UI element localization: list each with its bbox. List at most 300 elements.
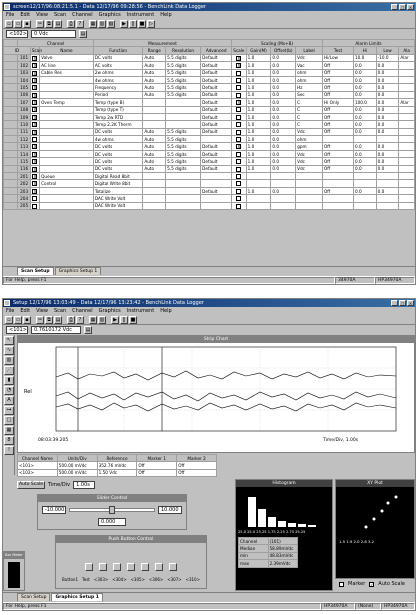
cell-res[interactable]: 5.5 digits [166,136,201,143]
scale-checkbox[interactable] [236,167,241,172]
cell-adv[interactable]: Default [201,158,232,165]
scale-checkbox-cell[interactable] [232,106,246,113]
cell-low[interactable]: 0.0 [376,158,399,165]
maximize-button[interactable]: □ [400,301,405,306]
cell-res[interactable]: 5.5 digits [166,69,201,76]
row-selector[interactable] [4,187,18,194]
menu-edit[interactable]: Edit [20,308,31,314]
cell-range[interactable] [143,187,166,194]
cell-test[interactable]: Off [323,84,354,91]
scale-checkbox[interactable] [236,204,241,209]
cell-ala[interactable] [399,121,415,128]
row-selector[interactable] [4,136,18,143]
cell-range[interactable] [143,195,166,202]
row-selector[interactable] [4,54,18,61]
channel-id[interactable]: 104 [18,76,30,83]
row-selector[interactable] [4,106,18,113]
cell-range[interactable]: Auto [143,91,166,98]
cell-ala[interactable] [399,136,415,143]
cell-low[interactable]: 0.0 [376,143,399,150]
cell-ala[interactable] [399,180,415,187]
cell-test[interactable]: Off [323,91,354,98]
cell-off[interactable]: 0.0 [271,69,296,76]
channel-id[interactable]: 203 [18,187,30,194]
cell-off[interactable]: 0.0 [271,128,296,135]
pause-icon[interactable]: ‖ [120,316,128,324]
cell-res[interactable]: 5.5 digits [166,91,201,98]
cell-label[interactable]: gpm [296,143,323,150]
scale-checkbox[interactable] [236,107,241,112]
scan-checkbox-cell[interactable] [30,165,39,172]
push-button-6[interactable] [155,563,163,571]
cell-name[interactable]: AC line [40,62,94,69]
cell-ala[interactable] [399,195,415,202]
new-icon[interactable]: ▫ [5,20,13,28]
cell-res[interactable] [166,113,201,120]
cell-name[interactable]: Valve [40,54,94,61]
scan-checkbox[interactable]: X [33,129,37,135]
column-header[interactable]: Advanced [201,47,232,54]
scan-checkbox[interactable]: X [33,144,37,150]
cell-range[interactable] [143,99,166,106]
cell-func[interactable]: Temp (type T) [93,106,143,113]
cell-adv[interactable]: Default [201,121,232,128]
cell-gain[interactable]: 1.0 [246,113,271,120]
cell-value[interactable]: 0 Vdc [31,30,76,38]
cut-icon[interactable]: ✂ [37,317,43,323]
legend-cell[interactable]: Off [137,462,177,469]
cell-low[interactable] [376,173,399,180]
cell-name[interactable] [40,195,94,202]
cell-label[interactable]: ohm [296,76,323,83]
tab-graphics-setup[interactable]: Graphics Setup 1 [55,267,102,275]
scan-checkbox-cell[interactable] [30,84,39,91]
cell-func[interactable]: 4w ohms [93,136,143,143]
cell-label[interactable]: Vdc [296,158,323,165]
cell-res[interactable]: 5.5 digits [166,165,201,172]
cell-test[interactable]: Off [323,158,354,165]
legend-cell[interactable]: Off [137,469,177,476]
column-header[interactable]: Range [143,47,166,54]
table-icon[interactable]: ▦ [90,21,96,27]
cell-adv[interactable] [201,173,232,180]
row-selector[interactable] [4,165,18,172]
scale-checkbox-cell[interactable] [232,69,246,76]
marker-checkbox[interactable] [339,582,344,587]
cell-label[interactable] [296,180,323,187]
cell-low[interactable]: 0.0 [376,62,399,69]
cell-range[interactable] [143,121,166,128]
cell-test[interactable]: Hi Only [323,99,354,106]
cell-res[interactable] [166,180,201,187]
channel-id[interactable]: 105 [18,84,30,91]
cell-test[interactable]: Off [323,121,354,128]
scan-checkbox[interactable]: X [33,100,37,106]
cell-res[interactable] [166,195,201,202]
cell-gain[interactable]: 1.0 [246,143,271,150]
cell-off[interactable]: 0.0 [271,99,296,106]
cell-gain[interactable]: 1.0 [246,165,271,172]
legend-cell[interactable]: Off [177,469,217,476]
scale-checkbox-cell[interactable] [232,91,246,98]
row-selector[interactable] [4,158,18,165]
scale-checkbox-cell[interactable] [232,195,246,202]
pause-icon[interactable]: ‖ [129,20,137,28]
menu-channel[interactable]: Channel [72,308,93,314]
legend-cell[interactable]: Off [177,462,217,469]
cell-label[interactable] [296,195,323,202]
channel-id[interactable]: 106 [18,91,30,98]
cell-gain[interactable]: 1.0 [246,84,271,91]
cell-ala[interactable] [399,165,415,172]
cell-hi[interactable]: 0.0 [353,158,376,165]
cell-ala[interactable] [399,202,415,209]
cell-range[interactable]: Auto [143,54,166,61]
paste-icon[interactable]: ▤ [55,21,61,27]
column-header[interactable]: Resolution [166,47,201,54]
cell-adv[interactable]: Default [201,99,232,106]
menu-file[interactable]: File [6,308,15,314]
cell-off[interactable]: 0.0 [271,165,296,172]
scan-checkbox-cell[interactable] [30,62,39,69]
cell-off[interactable]: 0.0 [271,54,296,61]
cell-adv[interactable]: Default [201,106,232,113]
row-selector[interactable] [4,128,18,135]
cell-range[interactable] [143,202,166,209]
copy-icon[interactable]: ⧉ [45,316,53,324]
scan-checkbox[interactable]: X [33,63,37,69]
cell-adv[interactable]: Default [201,69,232,76]
menu-channel[interactable]: Channel [72,12,93,18]
maximize-button[interactable]: □ [400,5,405,10]
autoscale-checkbox[interactable]: ✓ [370,581,374,587]
cell-func[interactable]: Temp 2w RTD [93,113,143,120]
cell-range[interactable] [143,173,166,180]
slider-value[interactable]: 0.000 [98,518,126,526]
scan-checkbox[interactable]: X [33,114,37,120]
scan-checkbox-cell[interactable] [30,150,39,157]
channel-id[interactable]: 110 [18,121,30,128]
legend-cell[interactable]: <102> [18,469,58,476]
xy-plot-icon[interactable]: ⋰ [4,366,14,375]
scan-checkbox[interactable]: X [33,151,37,157]
legend-cell[interactable]: 500.00 mVdc [57,462,97,469]
cell-hi[interactable]: 0.0 [353,113,376,120]
cell-label[interactable]: C [296,106,323,113]
cell-name[interactable] [40,165,94,172]
cell-test[interactable]: Off [323,150,354,157]
cell-func[interactable]: Digital Write 8bit [93,180,143,187]
menu-help[interactable]: Help [160,308,172,314]
scan-checkbox-cell[interactable] [30,113,39,120]
cell-res[interactable] [166,187,201,194]
scale-checkbox-cell[interactable] [232,76,246,83]
cell-test[interactable] [323,180,354,187]
cell-ala[interactable] [399,91,415,98]
cell-ala[interactable] [399,128,415,135]
cell-label[interactable]: Vdc [296,54,323,61]
cell-label[interactable]: Vdc [296,165,323,172]
scan-checkbox-cell[interactable] [30,76,39,83]
scan-checkbox[interactable]: X [33,92,37,98]
scale-checkbox[interactable] [236,122,241,127]
scan-checkbox[interactable] [32,196,37,201]
menu-edit[interactable]: Edit [20,12,31,18]
print-icon[interactable]: ⎙ [68,317,73,323]
cell-ala[interactable] [399,76,415,83]
cell-res[interactable] [166,173,201,180]
cell-func[interactable]: DC volts [93,150,143,157]
cell-low[interactable]: 0.0 [376,187,399,194]
scale-checkbox-cell[interactable] [232,158,246,165]
cell-hi[interactable]: 0.0 [353,150,376,157]
cell-hi[interactable] [353,136,376,143]
scan-checkbox-cell[interactable] [30,91,39,98]
scale-checkbox-cell[interactable] [232,113,246,120]
scale-checkbox-cell[interactable] [232,121,246,128]
cell-label[interactable]: Sec [296,91,323,98]
channel-id[interactable]: 116 [18,165,30,172]
cell-name[interactable] [40,136,94,143]
text-icon[interactable]: A [4,396,14,405]
copy-icon[interactable]: ⧉ [45,20,53,28]
scan-checkbox-cell[interactable] [30,69,39,76]
step-icon[interactable]: ▷ [147,20,155,28]
scan-checkbox[interactable] [32,204,37,209]
xy-plot-panel[interactable] [335,479,415,579]
scan-checkbox-cell[interactable] [30,121,39,128]
menu-scan[interactable]: Scan [53,308,67,314]
cell-ala[interactable] [399,84,415,91]
digital-icon[interactable]: 8 [4,436,14,445]
channel-id[interactable]: 109 [18,113,30,120]
cell-test[interactable]: Off [323,128,354,135]
cell-name[interactable] [40,143,94,150]
cell-name[interactable]: Queue [40,173,94,180]
cell-low[interactable]: 0.0 [376,91,399,98]
scale-checkbox[interactable]: X [237,144,241,150]
cell-res[interactable]: 5.5 digits [166,158,201,165]
cell-adv[interactable]: Default [201,91,232,98]
cell-low[interactable]: 0.0 [376,121,399,128]
cell-name[interactable] [40,128,94,135]
cell-res[interactable] [166,106,201,113]
cell-test[interactable]: Off [323,106,354,113]
cell-low[interactable]: 0.0 [376,165,399,172]
cell-range[interactable]: Auto [143,128,166,135]
scan-checkbox[interactable]: X [33,166,37,172]
cell-range[interactable]: Auto [143,136,166,143]
menu-graphics[interactable]: Graphics [98,308,121,314]
cell-low[interactable] [376,202,399,209]
column-header[interactable]: Low [376,47,399,54]
cell-edit-icon[interactable]: ▤ [85,327,91,333]
cell-hi[interactable]: 0.0 [353,165,376,172]
menu-view[interactable]: View [36,308,48,314]
scale-checkbox-cell[interactable] [232,99,246,106]
channel-id[interactable]: 111 [18,128,30,135]
cell-label[interactable] [296,202,323,209]
scan-checkbox-cell[interactable] [30,187,39,194]
cell-range[interactable]: Auto [143,165,166,172]
cell-test[interactable]: Off [323,165,354,172]
channel-id[interactable]: 108 [18,106,30,113]
row-selector[interactable] [4,202,18,209]
cell-res[interactable]: 5.5 digits [166,54,201,61]
cell-ala[interactable] [399,143,415,150]
cell-off[interactable]: 0.0 [271,113,296,120]
cell-low[interactable]: 0.0 [376,84,399,91]
column-header[interactable]: Ala [399,47,415,54]
cell-res[interactable] [166,121,201,128]
table-icon[interactable]: ▦ [90,317,96,323]
scale-checkbox-cell[interactable] [232,136,246,143]
cell-name[interactable] [40,187,94,194]
scan-checkbox-cell[interactable] [30,202,39,209]
new-icon[interactable]: ▫ [5,316,13,324]
cell-low[interactable]: -10.0 [376,54,399,61]
column-header[interactable]: Name [40,47,94,54]
cell-range[interactable]: Auto [143,76,166,83]
cell-range[interactable] [143,106,166,113]
legend-cell[interactable]: 500.00 mVdc [57,469,97,476]
cell-gain[interactable]: 1.0 [246,62,271,69]
cell-off[interactable]: 0.0 [271,121,296,128]
cell-ala[interactable] [399,69,415,76]
cell-ala[interactable] [399,113,415,120]
scale-checkbox[interactable] [236,174,241,179]
scale-checkbox-cell[interactable] [232,165,246,172]
scan-checkbox[interactable]: X [33,173,37,179]
cell-func[interactable]: DC volts [93,165,143,172]
row-selector[interactable] [4,76,18,83]
autoscale-button[interactable]: Auto Scale [19,482,43,487]
column-header[interactable]: Scan [31,48,43,54]
scale-checkbox[interactable] [236,159,241,164]
cell-func[interactable]: DC volts [93,158,143,165]
cell-adv[interactable]: Default [201,113,232,120]
tab-graphics-setup[interactable]: Graphics Setup 1 [51,593,102,601]
push-button-7[interactable] [169,563,177,571]
channel-id[interactable]: 102 [18,62,30,69]
scale-checkbox-cell[interactable] [232,187,246,194]
cell-func[interactable]: AC volts [93,62,143,69]
row-selector[interactable] [4,99,18,106]
row-selector[interactable] [4,143,18,150]
scan-checkbox[interactable]: X [33,55,37,61]
row-selector[interactable] [4,180,18,187]
row-selector[interactable] [4,121,18,128]
scan-checkbox-cell[interactable] [30,128,39,135]
cell-value[interactable]: 0.7610172 Vdc [31,326,81,334]
cell-res[interactable]: 5.5 digits [166,62,201,69]
cell-off[interactable]: 0.0 [271,76,296,83]
scan-checkbox-cell[interactable] [30,158,39,165]
push-button-3[interactable] [113,563,121,571]
scale-checkbox-cell[interactable] [232,150,246,157]
channel-id[interactable]: 101 [18,54,30,61]
cell-adv[interactable]: Default [201,187,232,194]
scan-checkbox-cell[interactable] [30,180,39,187]
row-selector[interactable] [4,150,18,157]
column-header[interactable]: Label [296,47,323,54]
chart-icon[interactable]: ▥ [99,317,105,323]
chart-icon[interactable]: ▥ [99,21,105,27]
scale-checkbox-cell[interactable] [232,84,246,91]
open-icon[interactable]: ▭ [15,21,21,27]
cell-off[interactable] [271,195,296,202]
slider-track[interactable] [69,508,155,512]
legend-row[interactable] [18,462,217,469]
cell-hi[interactable]: 0.0 [353,106,376,113]
cell-hi[interactable] [353,173,376,180]
cell-name[interactable] [40,121,94,128]
cell-test[interactable] [323,173,354,180]
cell-func[interactable]: Temp (type B) [93,99,143,106]
cell-adv[interactable] [201,180,232,187]
play-icon[interactable]: ▶ [111,316,119,324]
cell-hi[interactable]: 0.0 [353,91,376,98]
cell-func[interactable]: 2w ohms [93,69,143,76]
scale-checkbox[interactable] [236,93,241,98]
cell-gain[interactable] [246,195,271,202]
cell-ala[interactable] [399,187,415,194]
scan-checkbox[interactable]: X [33,77,37,83]
cell-adv[interactable]: Default [201,165,232,172]
cell-range[interactable]: Auto [143,69,166,76]
scan-checkbox-cell[interactable] [30,99,39,106]
menu-instrument[interactable]: Instrument [126,12,155,18]
scale-checkbox[interactable]: X [237,100,241,106]
scale-checkbox[interactable]: X [237,63,241,69]
cell-name[interactable]: Oven Temp [40,99,94,106]
cell-ala[interactable]: Alar [399,99,415,106]
cell-test[interactable]: Off [323,69,354,76]
cell-range[interactable]: Auto [143,84,166,91]
cell-off[interactable] [271,180,296,187]
cell-hi[interactable]: 0.0 [353,84,376,91]
strip-chart-icon[interactable]: ∿ [4,346,14,355]
cell-name[interactable]: Cable Res [40,69,94,76]
cell-range[interactable]: Auto [143,150,166,157]
scale-checkbox[interactable] [236,78,241,83]
pointer-icon[interactable]: ↖ [4,336,14,345]
channel-id[interactable]: 103 [18,69,30,76]
cell-gain[interactable]: 1.0 [246,128,271,135]
button-icon[interactable]: □ [4,416,14,425]
cell-hi[interactable]: 0.0 [353,128,376,135]
cell-gain[interactable]: 1.0 [246,54,271,61]
cell-func[interactable]: Period [93,91,143,98]
cell-adv[interactable] [201,202,232,209]
scale-checkbox[interactable] [236,196,241,201]
menu-graphics[interactable]: Graphics [98,12,121,18]
cell-res[interactable]: 5.5 digits [166,76,201,83]
legend-row[interactable] [18,469,217,476]
strip-chart-panel[interactable] [17,335,415,453]
cell-label[interactable] [296,173,323,180]
cell-gain[interactable]: 1.0 [246,150,271,157]
alarm-icon[interactable]: ! [4,446,14,455]
cell-label[interactable]: Hz [296,84,323,91]
column-header[interactable]: ID [4,47,31,54]
cell-ala[interactable] [399,106,415,113]
cell-gain[interactable] [246,173,271,180]
help-icon[interactable]: ? [76,316,84,324]
cell-name[interactable] [40,113,94,120]
scan-checkbox[interactable] [32,137,37,142]
channel-id[interactable]: 202 [18,180,30,187]
